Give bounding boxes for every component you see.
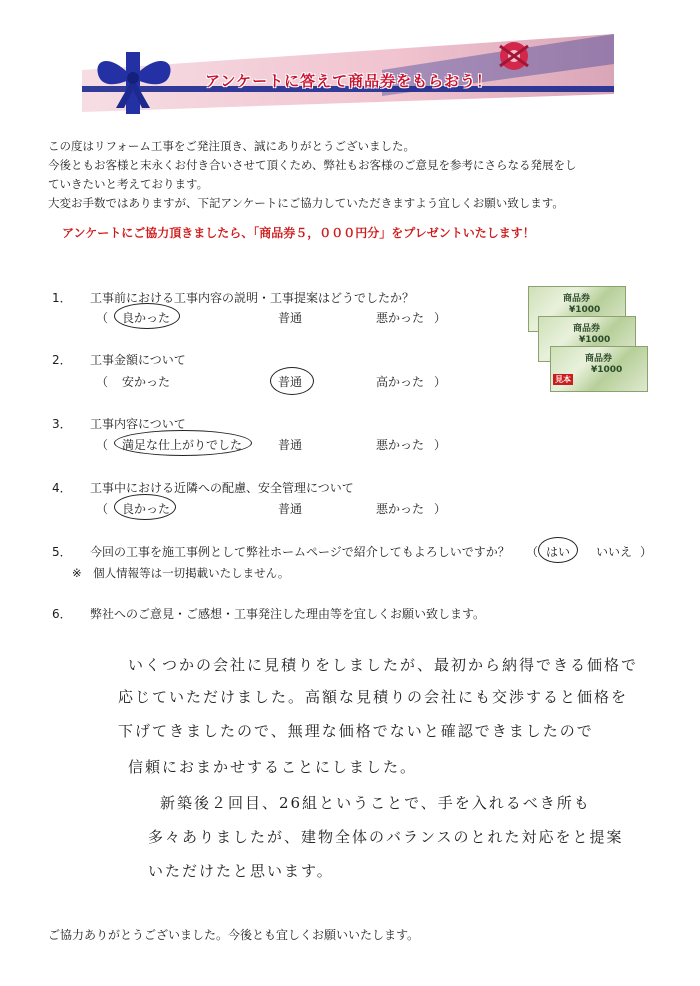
selection-circle (270, 367, 314, 395)
paren-close: ） (434, 438, 447, 452)
q1-option-3[interactable]: 悪かった (376, 311, 425, 325)
intro-line-2: 今後ともお客様と末永くお付き合いさせて頂くため、弊社もお客様のご意見を参考にさらなる発展をし (48, 158, 577, 172)
comment-line: 多々ありましたが、建物全体のバランスのとれた対応をと提案 (148, 828, 624, 846)
selection-circle (538, 537, 578, 563)
q3-option-3[interactable]: 悪かった (376, 438, 425, 452)
q2-number: 2． (52, 353, 72, 367)
comment-line: いただけたと思います。 (148, 862, 334, 880)
intro-line-4: 大変お手数ではありますが、下記アンケートにご協力していただきますよう宜しくお願い致します。 (48, 196, 564, 210)
q2-option-1[interactable]: 安かった (122, 375, 171, 389)
q6-text: 弊社へのご意見・ご感想・工事発注した理由等を宜しくお願い致します。 (90, 607, 486, 621)
paren-open: （ (96, 438, 109, 452)
sample-stamp: 見本 (555, 375, 571, 384)
q4-option-1[interactable]: 良かった (122, 502, 171, 516)
q5-number: 5． (52, 545, 72, 559)
q4-number: 4． (52, 481, 72, 495)
q4-option-2[interactable]: 普通 (278, 502, 303, 516)
q1-option-2[interactable]: 普通 (278, 311, 303, 325)
q3-option-2[interactable]: 普通 (278, 438, 303, 452)
q6-number: 6． (52, 607, 72, 621)
voucher-card: 商品券 ¥1000 見本 (550, 346, 648, 392)
intro-line-3: ていきたいと考えております。 (48, 177, 209, 191)
q4-text: 工事中における近隣への配慮、安全管理について (90, 481, 354, 495)
q2-option-2[interactable]: 普通 (278, 375, 303, 389)
closing-text: ご協力ありがとうございました。今後とも宜しくお願いいたします。 (48, 928, 420, 942)
paren-open: （ (96, 502, 109, 516)
comment-line: 下げてきましたので、無理な価格でないと確認できましたので (118, 722, 594, 740)
paren-close: ） (434, 311, 447, 325)
q1-number: 1． (52, 291, 72, 305)
paren-close: ） (434, 502, 447, 516)
comment-line: 新築後２回目、26組ということで、手を入れるべき所も (160, 794, 591, 812)
comment-line: いくつかの会社に見積りをしましたが、最初から納得できる価格で (128, 656, 639, 674)
voucher-card: 商品券 ¥1000 (538, 316, 636, 362)
selection-circle (114, 303, 180, 329)
q5-note: ※ 個人情報等は一切掲載いたしません。 (72, 566, 290, 580)
q5-option-yes[interactable]: はい (546, 545, 571, 559)
q3-option-1[interactable]: 満足な仕上がりでした (122, 438, 243, 452)
paren-close: ） (434, 375, 447, 389)
q3-text: 工事内容について (90, 417, 186, 431)
paren-open: （ (526, 545, 539, 559)
q1-text: 工事前における工事内容の説明・工事提案はどうでしたか？ (90, 291, 415, 305)
paren-open: （ (96, 311, 109, 325)
q3-number: 3． (52, 417, 72, 431)
selection-circle (114, 430, 252, 456)
comment-line: 応じていただけました。高額な見積りの会社にも交渉すると価格を (118, 688, 629, 706)
promo-text: アンケートにご協力頂きましたら、「商品券５，０００円分」をプレゼントいたします！ (62, 226, 535, 240)
gift-voucher-image (526, 286, 654, 394)
voucher-card: 商品券 ¥1000 (528, 286, 626, 332)
paren-close: ） (640, 545, 653, 559)
comment-line: 信頼におまかせすることにしました。 (128, 758, 418, 776)
q5-text: 今回の工事を施工事例として弊社ホームページで紹介してもよろしいですか？ (90, 545, 510, 559)
intro-line-1: この度はリフォーム工事をご発注頂き、誠にありがとうございました。 (48, 139, 415, 153)
paren-open: （ (96, 375, 109, 389)
q2-option-3[interactable]: 高かった (376, 375, 425, 389)
selection-circle (114, 494, 176, 520)
q5-option-no[interactable]: いいえ (596, 545, 633, 559)
q4-option-3[interactable]: 悪かった (376, 502, 425, 516)
banner-title: アンケートに答えて商品券をもらおう！ (205, 72, 493, 90)
q1-option-1[interactable]: 良かった (122, 311, 171, 325)
q2-text: 工事金額について (90, 353, 186, 367)
